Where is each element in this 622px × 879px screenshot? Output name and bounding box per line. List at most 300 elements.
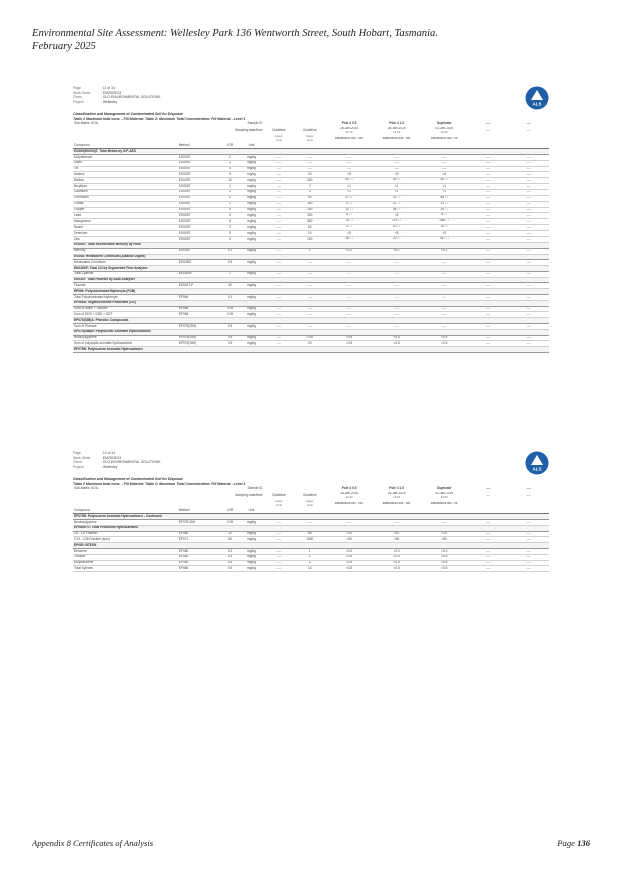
result-value: ---- <box>346 323 352 328</box>
result-value: <0.1 <box>345 248 353 253</box>
upper-limit-cell: 1 <box>294 554 325 560</box>
lower-limit-cell: ---- <box>263 554 294 560</box>
method-cell: EK026SF <box>178 271 221 277</box>
lor-cell: 0.1 <box>221 248 240 254</box>
result-value: ---- <box>346 166 352 171</box>
result-value: 48 <box>440 195 444 199</box>
result-value: <50 <box>346 536 352 541</box>
result-value: ---- <box>394 519 399 524</box>
result-flag: 1.6 <box>444 196 449 199</box>
footer-left: Appendix 8 Certificates of Analysis <box>32 838 154 848</box>
lower-limit-cell: ---- <box>263 549 294 555</box>
meta-value: : GLO ENVIRONMENTAL SOLUTIONS <box>101 460 161 465</box>
result-value: ---- <box>526 340 531 345</box>
upper-limit-cell: 14 <box>294 566 325 572</box>
meta-value: : Wellesley <box>101 464 118 469</box>
upper-limit-cell: ---- <box>294 312 325 318</box>
method-cell: EP080 <box>178 531 221 537</box>
result-flag: 0.4 <box>348 202 352 205</box>
lor-header: LOR <box>221 508 240 514</box>
meta-row <box>73 100 549 105</box>
compound-cell: Cobalt <box>73 201 178 207</box>
lor-cell: 5 <box>221 207 240 213</box>
method-cell: EG035T <box>178 248 221 254</box>
compound-cell: Benzo(a)pyrene <box>73 335 178 341</box>
sample-date <box>468 492 508 500</box>
sample-date <box>420 492 468 500</box>
result-value: <10 <box>346 531 352 536</box>
result-value: <50 <box>393 536 400 541</box>
result-flag: 1.1 <box>444 214 448 217</box>
blank-cell <box>240 135 264 143</box>
result-value: ---- <box>486 154 491 159</box>
result-value: ---- <box>394 271 399 276</box>
lor-cell: 0.5 <box>221 324 240 330</box>
result-value: ---- <box>526 154 531 159</box>
result-value: ---- <box>394 160 399 165</box>
upper-limit-cell: 500 <box>294 219 325 225</box>
result-value: ---- <box>526 560 531 565</box>
result-value: ---- <box>486 189 491 194</box>
result-value: <0.5 <box>393 554 400 559</box>
lor-cell: 5 <box>221 219 240 225</box>
result-value: ---- <box>486 565 491 570</box>
result-value: ---- <box>486 183 491 188</box>
upper-limit-cell: ---- <box>294 295 325 301</box>
result-value: <0.5 <box>345 335 353 340</box>
lower-limit-label <box>263 135 294 143</box>
table-row <box>73 566 549 572</box>
result-value: ---- <box>486 177 491 182</box>
unit-cell: mg/kg <box>240 295 264 301</box>
result-value: 22 <box>392 195 397 199</box>
sample-date-value: 03-Jan-2025 <box>435 491 454 496</box>
lor-header: LOR <box>221 143 240 149</box>
result-value: ---- <box>526 195 531 200</box>
result-value: ---- <box>526 565 531 570</box>
result-value: <10 <box>393 531 400 536</box>
lor-cell: 0.05 <box>221 312 240 318</box>
sample-date <box>325 492 373 500</box>
sample-sub-id: EM2503013-001 - 501 <box>335 136 363 141</box>
upper-limit-cell: 300 <box>294 213 325 219</box>
unit-cell: mg/kg <box>240 531 264 537</box>
results-table <box>73 121 549 353</box>
result-flag: 1.1 <box>444 208 449 211</box>
sample-id-label: Sample ID <box>247 121 263 126</box>
result-value: ---- <box>486 531 491 536</box>
sample-date <box>468 127 508 135</box>
result-value: ---- <box>346 259 352 264</box>
result-value: 10 <box>440 224 444 229</box>
group-heading: EK026SF: Total CN by Segmented Flow Analyser <box>73 266 549 272</box>
unit-header: Unit <box>240 143 264 149</box>
lower-limit-cell: ---- <box>263 237 294 243</box>
method-cell: EP066 <box>178 295 221 301</box>
header-line-2: February 2025 <box>32 41 96 52</box>
sample-name: Pole 4 1.0 <box>389 121 404 126</box>
blank-cell <box>221 135 240 143</box>
upper-limit-cell: 100 <box>294 207 325 213</box>
blank-cell <box>240 500 264 508</box>
method-cell: EP080 <box>178 549 221 555</box>
compound-cell: Total Cyanide <box>73 271 178 277</box>
meta-value: : GLO ENVIRONMENTAL SOLUTIONS <box>101 95 161 100</box>
lower-limit-cell: ---- <box>263 260 294 266</box>
result-value: ---- <box>486 306 491 311</box>
result-value: ---- <box>442 271 447 276</box>
upper-limit-cell: 20 <box>294 172 325 178</box>
result-value: <0.1 <box>393 248 400 253</box>
lower-limit-cell: ---- <box>263 248 294 254</box>
compound-header: Compound <box>73 143 178 149</box>
result-value: ---- <box>526 218 531 223</box>
compound-cell: Mercury <box>73 248 178 254</box>
unit-cell: mg/kg <box>240 207 264 213</box>
result-value: ---- <box>526 282 531 287</box>
lor-cell: 2 <box>221 155 240 161</box>
lor-cell: 1 <box>221 184 240 190</box>
sample-name: ---- <box>526 121 531 126</box>
result-value: <0.5 <box>441 560 448 565</box>
blank-cell <box>73 492 178 500</box>
compound-cell: Manganese <box>73 219 178 225</box>
result-value: ---- <box>486 340 491 345</box>
header-row <box>73 492 549 500</box>
result-value: ---- <box>486 236 491 241</box>
result-value: ---- <box>486 218 491 223</box>
result-value: ---- <box>526 248 531 253</box>
result-value: ---- <box>486 259 491 264</box>
compound-cell: Total Xylenes <box>73 566 178 572</box>
lor-cell: 10 <box>221 178 240 184</box>
result-flag: 1.1 <box>445 220 449 223</box>
group-heading: EP075B: Polynuclear Aromatic Hydrocarbons - Continued <box>73 514 549 520</box>
result-value: 26 <box>440 207 444 211</box>
lor-cell: 2 <box>221 225 240 231</box>
sample-time-value: 12:15 <box>393 494 401 499</box>
result-value: ---- <box>486 248 491 253</box>
result-flag: 1.1 <box>349 238 353 240</box>
upper-limit-cell: 10 <box>294 231 325 237</box>
result-value: ---- <box>526 335 531 340</box>
sampling-date-label: Sampling date/time <box>235 128 263 133</box>
result-value: ---- <box>346 282 352 287</box>
result-value: ---- <box>486 323 491 328</box>
result-value: <0.5 <box>345 560 353 565</box>
lor-cell: 40 <box>221 283 240 289</box>
result-value: ---- <box>526 294 531 299</box>
method-cell: EG005T <box>178 219 221 225</box>
upper-limit-cell: 300 <box>294 178 325 184</box>
guideline-label: Guideline <box>272 128 286 133</box>
result-value: ---- <box>442 259 447 264</box>
result-value: ---- <box>442 323 447 328</box>
compound-cell: Sum of Phenols <box>73 324 178 330</box>
result-value: ---- <box>486 536 491 541</box>
header-row <box>73 127 549 135</box>
meta-value: : EM2503013 <box>101 90 122 95</box>
lower-limit-cell: ---- <box>263 195 294 201</box>
method-cell: EK040T-P <box>178 283 221 289</box>
compound-cell: C6 - C9 Fraction <box>73 531 178 537</box>
upper-limit-label-top: Upper <box>305 499 314 504</box>
unit-cell: mg/kg <box>240 225 264 231</box>
meta-value: : Wellesley <box>101 99 118 104</box>
lower-limit-cell: ---- <box>263 295 294 301</box>
lor-cell: 5 <box>221 172 240 178</box>
lor-cell: 0.2 <box>221 549 240 555</box>
logo-text: ALS <box>532 101 542 107</box>
sample-sub-id <box>468 500 508 508</box>
upper-limit-cell: 100 <box>294 201 325 207</box>
lor-cell: 0.5 <box>221 560 240 566</box>
method-cell: EG005T <box>178 178 221 184</box>
result-value: ---- <box>442 294 447 299</box>
lor-cell: 5 <box>221 237 240 243</box>
compound-cell: Chromium <box>73 195 178 201</box>
method-cell: EP080 <box>178 566 221 572</box>
result-value: 76 <box>345 218 349 223</box>
result-value: ---- <box>394 282 399 287</box>
group-heading: EP075B: Polynuclear Aromatic Hydrocarbons <box>73 347 549 353</box>
report-meta <box>73 451 549 477</box>
sample-name: Pole 4 0.5 <box>341 121 357 126</box>
unit-cell: mg/kg <box>240 248 264 254</box>
result-value: ---- <box>394 306 399 311</box>
result-value: ---- <box>486 201 491 206</box>
result-value: ---- <box>526 536 531 541</box>
result-value: ---- <box>526 224 531 229</box>
sample-sub-id: EM2503013-003 - 50 <box>431 501 458 506</box>
sample-name: ---- <box>486 121 491 126</box>
lower-limit-cell: ---- <box>263 225 294 231</box>
upper-limit-cell: ---- <box>294 520 325 526</box>
compound-cell: Lead <box>73 213 178 219</box>
unit-cell: mg/kg <box>240 549 264 555</box>
result-value: ---- <box>442 282 447 287</box>
unit-cell: mg/kg <box>240 537 264 543</box>
method-cell: EG005T <box>178 207 221 213</box>
result-value: 4 <box>346 224 348 229</box>
lower-limit-cell: ---- <box>263 201 294 207</box>
result-value: ---- <box>486 166 491 171</box>
group-heading: EP075(SIM)B: Polynuclear Aromatic Hydrocarbons <box>73 329 549 335</box>
result-value: <5 <box>394 212 399 217</box>
upper-limit-cell: 5 <box>294 560 325 566</box>
compound-cell: Nickel <box>73 225 178 231</box>
group-heading: EP068A: Organochlorine Pesticides (OC) <box>73 300 549 306</box>
meta-key: Work Order <box>73 455 91 460</box>
upper-limit-label-bottom: Limit <box>306 502 313 507</box>
blank-cell <box>178 135 221 143</box>
result-value: 4 <box>346 201 348 205</box>
result-value: 11 <box>440 201 444 205</box>
sample-date <box>373 492 421 500</box>
lower-limit-cell: ---- <box>263 207 294 213</box>
upper-limit-cell: 65 <box>294 531 325 537</box>
result-value: ---- <box>526 183 531 188</box>
upper-limit-cell: 200 <box>294 237 325 243</box>
result-value: ---- <box>526 323 531 328</box>
group-heading: EP080: BTEXN <box>73 543 549 549</box>
lower-limit-cell: ---- <box>263 312 294 318</box>
unit-cell: mg/kg <box>240 201 264 207</box>
result-flag: 1.1 <box>397 238 401 240</box>
result-value: <10 <box>441 531 447 536</box>
result-value: ---- <box>486 560 491 565</box>
report-title: Classification and Management of Contaminated Soil for Disposal <box>73 112 183 116</box>
result-value: ---- <box>526 311 531 316</box>
unit-cell: mg/kg <box>240 160 264 166</box>
lor-cell: 5 <box>221 166 240 172</box>
header-row <box>73 500 549 508</box>
result-value: ---- <box>526 207 531 212</box>
lower-limit-cell: ---- <box>263 537 294 543</box>
sample-date <box>325 127 373 135</box>
sub-matrix-label: Sub-Matrix: SOIL <box>74 486 99 491</box>
result-value: <1 <box>394 183 399 188</box>
result-value: ---- <box>486 271 491 276</box>
method-cell: EG005T <box>178 166 221 172</box>
result-value: ---- <box>486 160 491 165</box>
result-value: 20 <box>392 236 397 240</box>
result-value: ---- <box>526 201 531 206</box>
unit-cell: mg/kg <box>240 560 264 566</box>
upper-limit-cell: 2 <box>294 184 325 190</box>
sample-sub-id: EM2503013-001 - 501 <box>335 501 363 506</box>
sample-name: Duplicate <box>437 486 452 491</box>
result-value: ---- <box>526 236 531 241</box>
result-value: <0.2 <box>393 548 400 553</box>
compound-cell: Selenium <box>73 231 178 237</box>
method-cell: EG005T <box>178 189 221 195</box>
result-value: ---- <box>442 166 447 171</box>
guideline-label: Guideline <box>303 493 317 498</box>
meta-key: Project <box>73 99 84 104</box>
method-cell: EP075(SIM) <box>178 335 221 341</box>
lower-limit-label-bottom: Limit <box>275 137 282 142</box>
result-value: <0.5 <box>345 340 353 345</box>
unit-cell: mg/kg <box>240 195 264 201</box>
result-value: ---- <box>526 259 531 264</box>
result-cell <box>325 566 373 572</box>
unit-cell: mg/kg <box>240 213 264 219</box>
result-value: ---- <box>486 171 491 176</box>
result-value: ---- <box>442 154 447 159</box>
result-value: 50 <box>440 177 444 182</box>
group-heading: EK040T: Total Fluoride by Auto Analyser <box>73 277 549 283</box>
method-cell: EP068 <box>178 306 221 312</box>
compound-cell: Benzene <box>73 549 178 555</box>
result-value: ---- <box>526 177 531 182</box>
group-row <box>73 347 549 353</box>
upper-limit-cell: 1 <box>294 549 325 555</box>
group-heading: EG005(ED093)T: Total Metals by ICP-AES <box>73 149 549 155</box>
lower-limit-cell: ---- <box>263 160 294 166</box>
result-flag: 1.1 <box>397 208 401 211</box>
lower-limit-cell: ---- <box>263 219 294 225</box>
result-flag: 1.1 <box>349 208 353 211</box>
compound-cell: Molybdenum <box>73 155 178 161</box>
lower-limit-cell: ---- <box>263 283 294 289</box>
result-value: ---- <box>526 271 531 276</box>
result-flag: 1.1 <box>397 226 401 229</box>
lor-cell: 0.5 <box>221 260 240 266</box>
upper-limit-cell: ---- <box>294 260 325 266</box>
sample-name: ---- <box>526 486 531 491</box>
lor-cell: 1 <box>221 271 240 277</box>
sample-sub-id: EM2503013-002 - 501 <box>382 501 411 506</box>
result-flag: 1.1 <box>445 238 449 240</box>
sample-date <box>373 127 421 135</box>
lower-limit-label-top: Lower <box>275 134 283 139</box>
unit-cell: mg/kg <box>240 566 264 572</box>
report-subtitle: Table 2 Maximum total conc. - Fill Material: Table 2: Maximum Total Concentration: Fill Material - Level 1 <box>73 481 246 486</box>
unit-cell: mg/kg <box>240 306 264 312</box>
unit-cell: mg/kg <box>240 231 264 237</box>
footer-page-number: 136 <box>577 838 590 848</box>
compound-cell: Beryllium <box>73 184 178 190</box>
sample-sub-id <box>468 135 508 143</box>
unit-cell: mg/kg <box>240 219 264 225</box>
sample-time-value: 12:10 <box>345 494 353 499</box>
compound-cell: Benzo(a)pyrene <box>73 520 178 526</box>
meta-row <box>73 465 549 470</box>
result-value: ---- <box>526 171 531 176</box>
result-value: ---- <box>526 548 531 553</box>
lor-cell: 2 <box>221 160 240 166</box>
unit-header: Unit <box>240 508 264 514</box>
result-value: <1 <box>347 183 351 188</box>
method-cell: EP075-SIM <box>178 520 221 526</box>
result-value: ---- <box>526 230 531 235</box>
unit-cell: mg/kg <box>240 283 264 289</box>
unit-cell: mg/kg <box>240 172 264 178</box>
method-cell: EG005T <box>178 225 221 231</box>
sub-matrix-label: Sub-Matrix: SOIL <box>74 121 99 126</box>
compound-cell: Zinc <box>73 237 178 243</box>
result-value: ---- <box>486 224 491 229</box>
lor-cell: 5 <box>221 213 240 219</box>
method-cell: EP071 <box>178 537 221 543</box>
unit-cell: mg/kg <box>240 554 264 560</box>
result-flag: 1.1 <box>444 202 448 205</box>
result-value: 6 <box>441 212 444 217</box>
sample-time-value: 12:00 <box>440 494 448 499</box>
unit-cell: mg/kg <box>240 520 264 526</box>
result-flag: 1.1 <box>444 226 449 229</box>
sample-name: ---- <box>486 486 491 491</box>
lower-limit-cell: ---- <box>263 341 294 347</box>
compound-cell: Copper <box>73 207 178 213</box>
result-value: <1 <box>442 183 447 188</box>
sample-time-value: 12:00 <box>440 129 448 134</box>
footer-page <box>557 838 590 848</box>
result-cell <box>508 566 549 572</box>
result-value: ---- <box>486 548 491 553</box>
result-value: <0.2 <box>441 548 448 553</box>
sample-date-value: 03-Jan-2025 <box>435 126 454 131</box>
method-cell: EP080 <box>178 554 221 560</box>
compound-cell: Total Polychlorinated biphenyls <box>73 295 178 301</box>
unit-cell: mg/kg <box>240 312 264 318</box>
als-logo-icon <box>525 86 549 110</box>
sampling-date-label: Sampling date/time <box>235 493 263 498</box>
result-value: ---- <box>526 160 531 165</box>
meta-key: Page <box>73 451 81 455</box>
meta-key: Page <box>73 86 81 90</box>
